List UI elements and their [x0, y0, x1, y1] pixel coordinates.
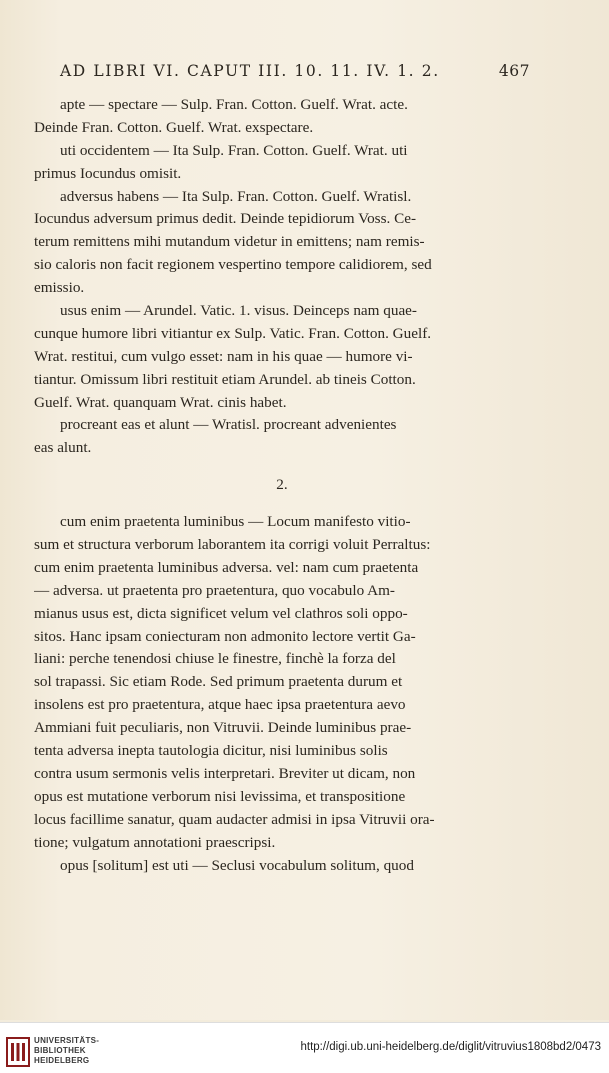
text-line: cum enim praetenta luminibus adversa. vel: nam cum praetenta — [34, 558, 419, 576]
text-line: Deinde Fran. Cotton. Guelf. Wrat. exspectare. — [34, 118, 314, 136]
text-line: mianus usus est, dicta significet velum vel clathros soli oppo- — [34, 604, 408, 622]
commentary-block-1 — [34, 94, 530, 460]
text-line: cunque humore libri vitiantur ex Sulp. Vatic. Fran. Cotton. Guelf. — [34, 324, 432, 342]
text-line: locus facillime sanatur, quam audacter admisi in ipsa Vitruvii ora- — [34, 810, 435, 828]
library-name-line: BIBLIOTHEK — [34, 1046, 86, 1055]
footer-bar — [0, 1022, 609, 1073]
text-line: usus enim — Arundel. Vatic. 1. visus. Deinceps nam quae- — [60, 302, 417, 320]
text-line: sitos. Hanc ipsam coniecturam non admonito lectore vertit Ga- — [34, 627, 416, 645]
library-name — [34, 1036, 99, 1066]
text-line: sum et structura verborum laborantem ita corrigi voluit Perraltus: — [34, 536, 431, 554]
text-line: sio caloris non facit regionem vespertino tempore calidiorem, sed — [34, 256, 432, 274]
text-line: emissio. — [34, 279, 85, 297]
text-line: uti occidentem — Ita Sulp. Fran. Cotton. Guelf. Wrat. uti — [60, 141, 408, 159]
text-line: tione; vulgatum annotationi praescripsi. — [34, 833, 276, 851]
text-line: adversus habens — Ita Sulp. Fran. Cotton. Guelf. Wratisl. — [60, 187, 412, 205]
text-line: cum enim praetenta luminibus — Locum manifesto vitio- — [60, 513, 411, 531]
text-line: Guelf. Wrat. quanquam Wrat. cinis habet. — [34, 393, 287, 411]
running-title: AD LIBRI VI. CAPUT III. 10. 11. IV. 1. 2. — [60, 62, 440, 80]
text-line: primus Iocundus omisit. — [34, 164, 182, 182]
text-line: opus est mutatione verborum nisi levissima, et transpositione — [34, 787, 406, 805]
spacer — [34, 497, 530, 511]
text-line: tenta adversa inepta tautologia dicitur, nisi luminibus solis — [34, 742, 388, 760]
page-body — [34, 94, 530, 877]
text-line: eas alunt. — [34, 439, 92, 457]
text-line: Ammiani fuit peculiaris, non Vitruvii. Deinde luminibus prae- — [34, 719, 412, 737]
text-line: tiantur. Omissum libri restituit etiam Arundel. ab tineis Cotton. — [34, 370, 416, 388]
section-number: 2. — [276, 476, 288, 494]
running-head — [60, 62, 530, 80]
text-line: apte — spectare — Sulp. Fran. Cotton. Guelf. Wrat. acte. — [60, 96, 408, 113]
commentary-block-2 — [34, 511, 530, 877]
text-line: procreant eas et alunt — Wratisl. procreant advenientes — [60, 416, 397, 434]
text-line: opus [solitum] est uti — Seclusi vocabulum solitum, quod — [60, 856, 414, 874]
text-line: — adversa. ut praetenta pro praetentura, quo vocabulo Am- — [34, 581, 395, 599]
source-url[interactable]: http://digi.ub.uni-heidelberg.de/diglit/vitruvius1808bd2/0473 — [300, 1041, 601, 1053]
library-name-line: HEIDELBERG — [34, 1056, 90, 1065]
text-line: Wrat. restitui, cum vulgo esset: nam in his quae — humore vi- — [34, 347, 413, 365]
text-line: liani: perche tenendosi chiuse le finestre, finchè la forza del — [34, 650, 396, 668]
library-name-line: UNIVERSITÄTS- — [34, 1036, 100, 1045]
text-line: sol trapassi. Sic etiam Rode. Sed primum praetenta durum et — [34, 673, 403, 691]
text-line: contra usum sermonis velis interpretari. Breviter ut dicam, non — [34, 764, 416, 782]
spacer — [34, 460, 530, 474]
text-line: Iocundus adversum primus dedit. Deinde tepidiorum Voss. Ce- — [34, 210, 417, 228]
text-line: insolens est pro praetentura, atque haec ipsa praetentura aevo — [34, 696, 406, 714]
text-line: terum remittens mihi mutandum videtur in emittens; nam remis- — [34, 233, 425, 251]
page-number: 467 — [498, 62, 530, 80]
university-library-logo-icon — [6, 1037, 30, 1067]
